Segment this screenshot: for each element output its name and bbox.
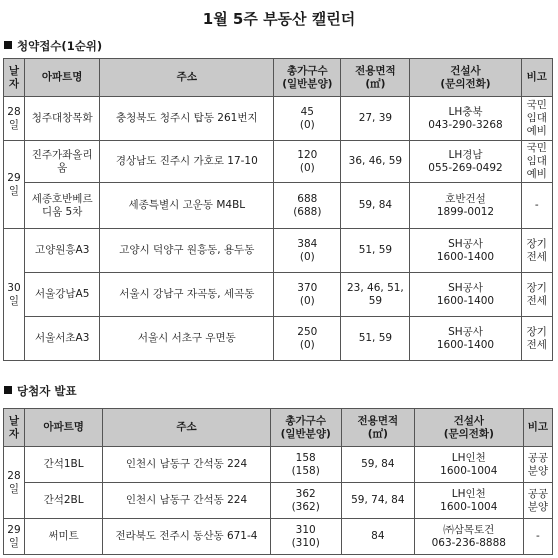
date-cell: 28 일: [4, 97, 25, 141]
builder-cell: SH공사 1600-1400: [410, 317, 521, 361]
date-cell: 29 일: [4, 519, 25, 555]
note-cell: 공공 분양: [523, 447, 552, 483]
builder-cell: LH경남 055-269-0492: [410, 141, 521, 183]
table-row: [4, 141, 553, 183]
builder-cell: SH공사 1600-1400: [410, 273, 521, 317]
apt-cell: 간석1BL: [24, 447, 102, 483]
date-cell: 28 일: [4, 447, 25, 519]
page-title: 1월 5주 부동산 캘린더: [202, 10, 356, 28]
area-cell: 36, 46, 59: [341, 141, 410, 183]
header-address: 주소: [103, 409, 270, 447]
note-cell: -: [523, 519, 552, 555]
winners-table: [3, 408, 553, 555]
area-cell: 27, 39: [341, 97, 410, 141]
header-builder: 건설사 (문의전화): [414, 409, 523, 447]
header-date: 날 자: [4, 59, 25, 97]
table-row: [4, 229, 553, 273]
header-note: 비고: [523, 409, 552, 447]
units-cell: 310 (310): [270, 519, 341, 555]
apt-cell: 고양원흥A3: [24, 229, 99, 273]
units-cell: 370 (0): [274, 273, 341, 317]
header-units: 총가구수 (일반분양): [274, 59, 341, 97]
units-cell: 45 (0): [274, 97, 341, 141]
apt-cell: 서울서초A3: [24, 317, 99, 361]
address-cell: 인천시 남동구 간석동 224: [103, 447, 270, 483]
note-cell: 공공 분양: [523, 483, 552, 519]
builder-cell: SH공사 1600-1400: [410, 229, 521, 273]
builder-cell: LH충북 043-290-3268: [410, 97, 521, 141]
address-cell: 세종특별시 고운동 M4BL: [100, 183, 274, 229]
address-cell: 인천시 남동구 간석동 224: [103, 483, 270, 519]
units-cell: 158 (158): [270, 447, 341, 483]
area-cell: 84: [341, 519, 414, 555]
date-cell: 29 일: [4, 141, 25, 229]
address-cell: 고양시 덕양구 원흥동, 용두동: [100, 229, 274, 273]
address-cell: 경상남도 진주시 가호로 17-10: [100, 141, 274, 183]
table-row: [4, 317, 553, 361]
units-cell: 384 (0): [274, 229, 341, 273]
header-builder: 건설사 (문의전화): [410, 59, 521, 97]
area-cell: 59, 84: [341, 183, 410, 229]
units-cell: 362 (362): [270, 483, 341, 519]
address-cell: 서울시 서초구 우면동: [100, 317, 274, 361]
builder-cell: LH인천 1600-1004: [414, 483, 523, 519]
apt-cell: 간석2BL: [24, 483, 102, 519]
note-cell: -: [521, 183, 552, 229]
table-row: [4, 519, 553, 555]
header-apt: 아파트명: [24, 409, 102, 447]
table-header-row: [4, 409, 553, 447]
address-cell: 서울시 강남구 자곡동, 세곡동: [100, 273, 274, 317]
units-cell: 250 (0): [274, 317, 341, 361]
note-cell: 국민 임대 예비: [521, 97, 552, 141]
table-row: [4, 97, 553, 141]
note-cell: 장기 전세: [521, 317, 552, 361]
note-cell: 장기 전세: [521, 229, 552, 273]
date-cell: 30 일: [4, 229, 25, 361]
area-cell: 51, 59: [341, 229, 410, 273]
header-units: 총가구수 (일반분양): [270, 409, 341, 447]
area-cell: 51, 59: [341, 317, 410, 361]
note-cell: 장기 전세: [521, 273, 552, 317]
note-cell: 국민 임대 예비: [521, 141, 552, 183]
apt-cell: 청주대창목화: [24, 97, 99, 141]
apt-cell: 세종호반베르 디움 5차: [24, 183, 99, 229]
units-cell: 120 (0): [274, 141, 341, 183]
header-note: 비고: [521, 59, 552, 97]
builder-cell: ㈜삼목토건 063-236-8888: [414, 519, 523, 555]
header-area: 전용면적 (㎡): [341, 409, 414, 447]
builder-cell: 호반건설 1899-0012: [410, 183, 521, 229]
table-row: [4, 447, 553, 483]
units-cell: 688 (688): [274, 183, 341, 229]
table-row: [4, 273, 553, 317]
builder-cell: LH인천 1600-1004: [414, 447, 523, 483]
apt-cell: 진주가좌올리 움: [24, 141, 99, 183]
header-address: 주소: [100, 59, 274, 97]
area-cell: 59, 84: [341, 447, 414, 483]
header-date: 날 자: [4, 409, 25, 447]
subscription-table: [3, 58, 553, 361]
table-header-row: [4, 59, 553, 97]
section-heading-winners: 당첨자 발표: [4, 383, 77, 399]
square-bullet-icon: [4, 386, 12, 394]
area-cell: 23, 46, 51, 59: [341, 273, 410, 317]
square-bullet-icon: [4, 41, 12, 49]
address-cell: 전라북도 전주시 동산동 671-4: [103, 519, 270, 555]
header-apt: 아파트명: [24, 59, 99, 97]
address-cell: 충청북도 청주시 탑동 261번지: [100, 97, 274, 141]
apt-cell: 서울강남A5: [24, 273, 99, 317]
area-cell: 59, 74, 84: [341, 483, 414, 519]
table-row: [4, 183, 553, 229]
header-area: 전용면적 (㎡): [341, 59, 410, 97]
table-row: [4, 483, 553, 519]
section-heading-subscription: 청약접수(1순위): [4, 38, 102, 54]
apt-cell: 써미트: [24, 519, 102, 555]
